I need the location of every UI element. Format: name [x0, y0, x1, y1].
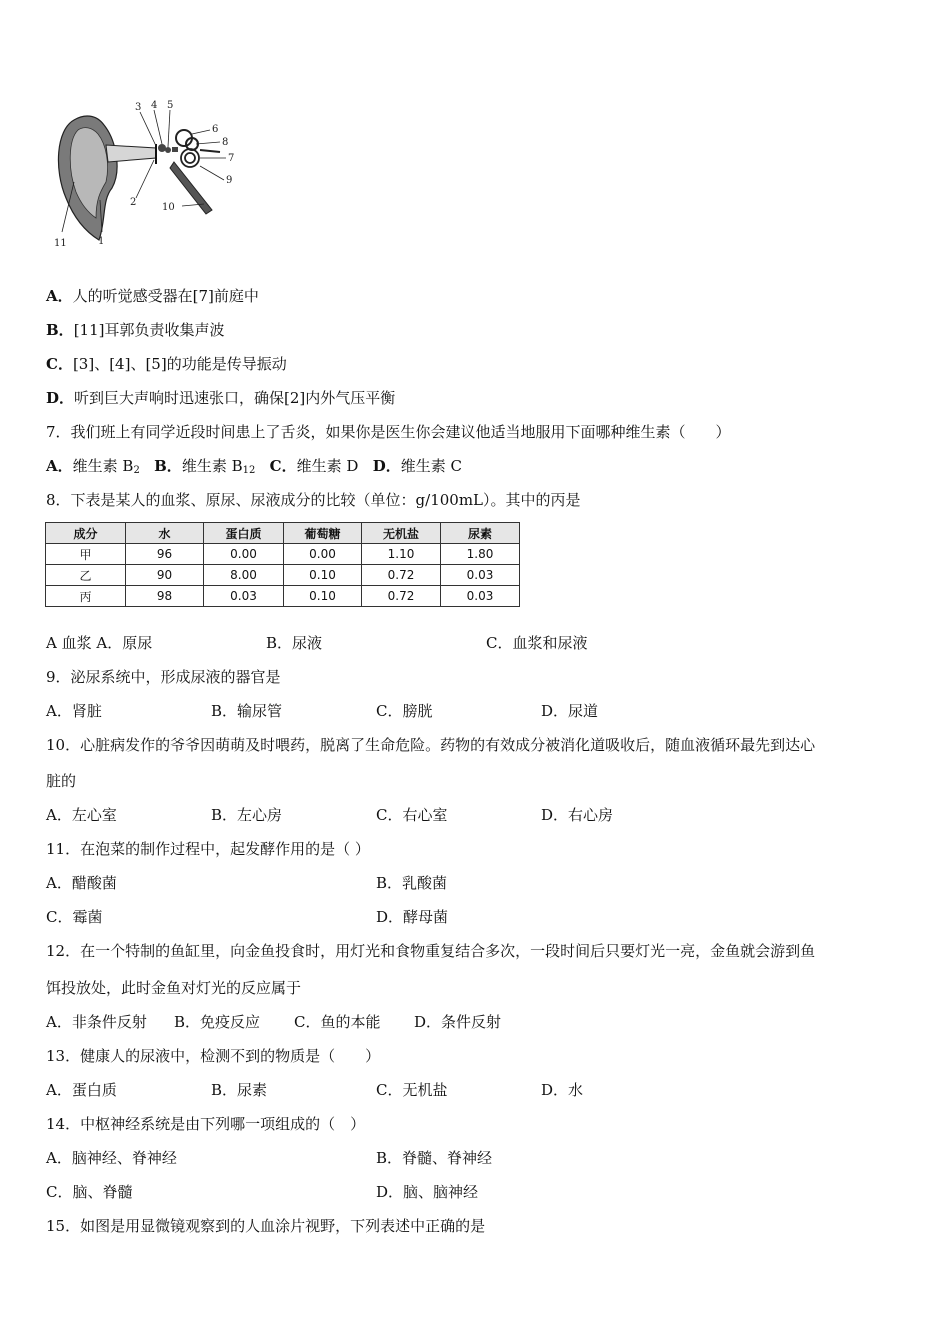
table-row [46, 544, 520, 565]
q6-option-b: B．[11]耳郭负责收集声波 [46, 321, 225, 339]
table-header-cell: 尿素 [441, 523, 520, 544]
q11-option-a: A．醋酸菌 [46, 874, 117, 892]
table-cell: 甲 [46, 544, 126, 565]
q9-option-a: A．肾脏 [46, 702, 102, 720]
ear-anatomy-figure [44, 100, 244, 250]
q13-option-c: C．无机盐 [376, 1081, 448, 1099]
q12-option-d: D．条件反射 [414, 1013, 502, 1031]
q12-option-b: B．免疫反应 [174, 1013, 261, 1031]
table-cell: 0.72 [362, 586, 441, 607]
q10-option-b: B．左心房 [211, 806, 283, 824]
ear-label-7: 7 [228, 153, 235, 164]
q8-stem: 8．下表是某人的血浆、原尿、尿液成分的比较（单位：g/100mL）。其中的丙是 [46, 491, 581, 509]
table-cell: 0.10 [284, 565, 362, 586]
q11-option-b: B．乳酸菌 [376, 874, 448, 892]
table-cell: 乙 [46, 565, 126, 586]
q6-option-c: C．[3]、[4]、[5]的功能是传导振动 [46, 355, 287, 373]
q10-option-c: C．右心室 [376, 806, 448, 824]
table-cell: 1.10 [362, 544, 441, 565]
table-header-cell: 成分 [46, 523, 126, 544]
q8-option-a: A 血浆 A．原尿 [46, 634, 153, 652]
q11-stem: 11．在泡菜的制作过程中，起发酵作用的是（ ） [46, 840, 370, 858]
q9-option-c: C．膀胱 [376, 702, 433, 720]
table-cell: 96 [126, 544, 204, 565]
table-header-cell: 蛋白质 [204, 523, 284, 544]
q8-option-b: B．尿液 [266, 634, 323, 652]
q6-option-a: A．人的听觉感受器在[7]前庭中 [46, 287, 259, 305]
ear-label-11: 11 [54, 238, 67, 249]
table-cell: 0.10 [284, 586, 362, 607]
q8-option-c: C．血浆和尿液 [486, 634, 588, 652]
q13-option-d: D．水 [541, 1081, 584, 1099]
ear-label-4: 4 [151, 100, 158, 111]
ear-label-9: 9 [226, 175, 233, 186]
q11-option-d: D．酵母菌 [376, 908, 449, 926]
table-cell: 0.00 [284, 544, 362, 565]
ear-label-2: 2 [130, 197, 137, 208]
table-header-cell: 无机盐 [362, 523, 441, 544]
q14-option-b: B．脊髓、脊神经 [376, 1149, 493, 1167]
table-cell: 8.00 [204, 565, 284, 586]
q9-option-b: B．输尿管 [211, 702, 283, 720]
q9-stem: 9．泌尿系统中，形成尿液的器官是 [46, 668, 281, 686]
q10-option-d: D．右心房 [541, 806, 614, 824]
table-cell: 0.72 [362, 565, 441, 586]
ear-label-1: 1 [98, 236, 105, 247]
table-cell: 0.03 [441, 565, 520, 586]
table-header-cell: 葡萄糖 [284, 523, 362, 544]
table-row [46, 586, 520, 607]
q14-option-a: A．脑神经、脊神经 [46, 1149, 177, 1167]
q10-stem-line2: 脏的 [46, 772, 77, 790]
q14-option-c: C．脑、脊髓 [46, 1183, 133, 1201]
ear-label-3: 3 [135, 102, 142, 113]
ear-label-5: 5 [167, 100, 174, 111]
q14-stem: 14．中枢神经系统是由下列哪一项组成的（ ） [46, 1115, 366, 1133]
q10-option-a: A．左心室 [46, 806, 117, 824]
q15-stem: 15．如图是用显微镜观察到的人血涂片视野，下列表述中正确的是 [46, 1217, 486, 1235]
table-cell: 丙 [46, 586, 126, 607]
q12-option-c: C．鱼的本能 [294, 1013, 381, 1031]
table-cell: 0.00 [204, 544, 284, 565]
q7-options: A．维生素 $B_2$ B．维生素 $B_{12}$ C．维生素 D D．维生素 C [46, 457, 462, 476]
q14-option-d: D．脑、脑神经 [376, 1183, 479, 1201]
q12-stem-line1: 12．在一个特制的鱼缸里，向金鱼投食时，用灯光和食物重复结合多次，一段时间后只要灯光一亮，金鱼就会游到鱼 [46, 942, 816, 960]
q13-option-b: B．尿素 [211, 1081, 268, 1099]
ear-label-10: 10 [162, 202, 175, 213]
table-cell: 0.03 [441, 586, 520, 607]
q13-stem: 13．健康人的尿液中，检测不到的物质是（ ） [46, 1047, 381, 1065]
q8-composition-table [45, 522, 520, 607]
table-cell: 0.03 [204, 586, 284, 607]
q6-option-d: D．听到巨大声响时迅速张口，确保[2]内外气压平衡 [46, 389, 396, 407]
table-row [46, 565, 520, 586]
table-header-row [46, 523, 520, 544]
q12-option-a: A．非条件反射 [46, 1013, 147, 1031]
q9-option-d: D．尿道 [541, 702, 599, 720]
table-cell: 90 [126, 565, 204, 586]
table-header-cell: 水 [126, 523, 204, 544]
q10-stem-line1: 10．心脏病发作的爷爷因萌萌及时喂药，脱离了生命危险。药物的有效成分被消化道吸收后，随血液循环最先到达心 [46, 736, 816, 754]
ear-label-6: 6 [212, 124, 219, 135]
table-cell: 98 [126, 586, 204, 607]
table-cell: 1.80 [441, 544, 520, 565]
q11-option-c: C．霉菌 [46, 908, 103, 926]
q13-option-a: A．蛋白质 [46, 1081, 117, 1099]
q12-stem-line2: 饵投放处，此时金鱼对灯光的反应属于 [46, 979, 302, 997]
ear-label-8: 8 [222, 137, 229, 148]
q7-stem: 7．我们班上有同学近段时间患上了舌炎，如果你是医生你会建议他适当地服用下面哪种维生素（ ） [46, 423, 731, 441]
